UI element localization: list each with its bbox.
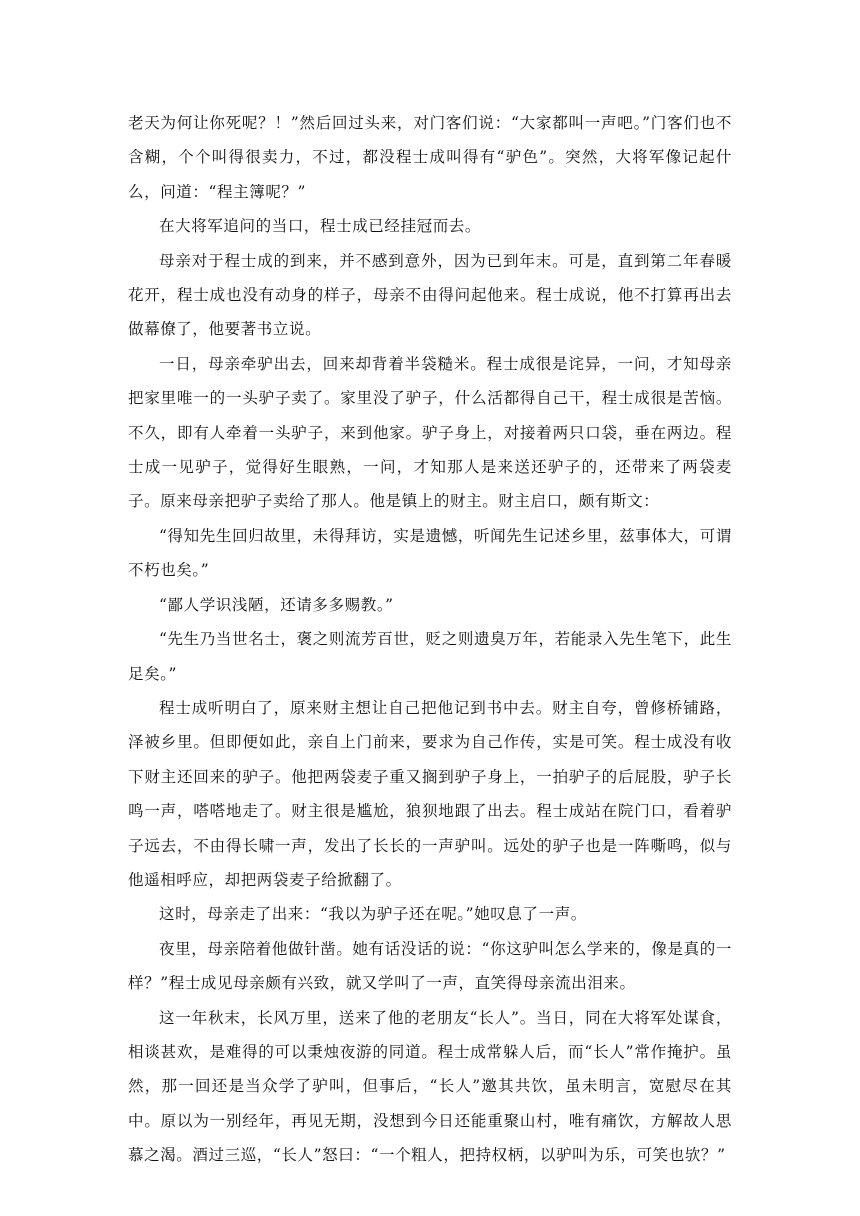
paragraph-5: “得知先生回归故里，未得拜访，实是遗憾，听闻先生记述乡里，兹事体大，可谓不朽也矣。” <box>128 526 732 580</box>
paragraph-7: “先生乃当世名士，褒之则流芳百世，贬之则遗臭万年，若能录入先生笔下，此生足矣。” <box>128 630 732 683</box>
paragraph-4: 一日，母亲牵驴出去，回来却背着半袋糙米。程士成很是诧异，一问，才知母亲把家里唯一的一头驴子卖了。家里没了驴子，什么活都得自己干，程士成很是苦恼。不久，即有人牵着一头驴子，来到他家。驴子身上，对接着两只口袋，垂在两边。程士成一见驴子，觉得好生眼熟，一问，才知那人是来送还驴子的，还带来了两袋麦子。原来母亲把驴子卖给了那人。他是镇上的财主。财主启口，颇有斯文： <box>128 354 732 511</box>
paragraph-1: 老天为何让你死呢？！”然后回过头来，对门客们说：“大家都叫一声吧。”门客们也不含糊，个个叫得很卖力，不过，都没程士成叫得有“驴色”。突然，大将军像记起什么，问道：“程主簿呢？” <box>128 114 732 201</box>
document-page <box>128 106 732 1173</box>
paragraph-8: 程士成听明白了，原来财主想让自己把他记到书中去。财主自夸，曾修桥铺路，泽被乡里。但即便如此，亲自上门前来，要求为自己作传，实是可笑。程士成没有收下财主还回来的驴子。他把两袋麦子重又搁到驴子身上，一拍驴子的后屁股，驴子长鸣一声，嗒嗒地走了。财主很是尴尬，狼狈地跟了出去。程士成站在院门口，看着驴子远去，不由得长啸一声，发出了长长的一声驴叫。远处的驴子也是一阵嘶鸣，似与他遥相呼应，却把两袋麦子给掀翻了。 <box>128 698 732 889</box>
paragraph-2: 在大将军追问的当口，程士成已经挂冠而去。 <box>159 217 482 236</box>
paragraph-10: 夜里，母亲陪着他做针凿。她有话没话的说：“你这驴叫怎么学来的，像是真的一样？”程士成见母亲颇有兴致，就又学叫了一声，直笑得母亲流出泪来。 <box>128 939 732 993</box>
paragraph-3: 母亲对于程士成的到来，并不感到意外，因为已到年末。可是，直到第二年春暖花开，程士成也没有动身的样子，母亲不由得问起他来。程士成说，他不打算再出去做幕僚了，他要著书立说。 <box>128 251 732 339</box>
paragraph-6: “鄙人学识浅陋，还请多多赐教。” <box>159 595 394 614</box>
paragraph-9: 这时，母亲走了出来：“我以为驴子还在呢。”她叹息了一声。 <box>159 905 587 924</box>
paragraph-11: 这一年秋末，长风万里，送来了他的老朋友“长人”。当日，同在大将军处谋食，相谈甚欢，是难得的可以秉烛夜游的同道。程士成常躲人后，而“长人”常作掩护。虽然，那一回还是当众学了驴叫，但事后，“长人”邀其共饮，虽未明言，宽慰尽在其中。原以为一别经年，再见无期，没想到今日还能重聚山村，唯有痛饮，方解故人思慕之渴。酒过三巡，“长人”怒曰：“一个粗人，把持权柄，以驴叫为乐，可笑也欤？” <box>128 1008 732 1165</box>
